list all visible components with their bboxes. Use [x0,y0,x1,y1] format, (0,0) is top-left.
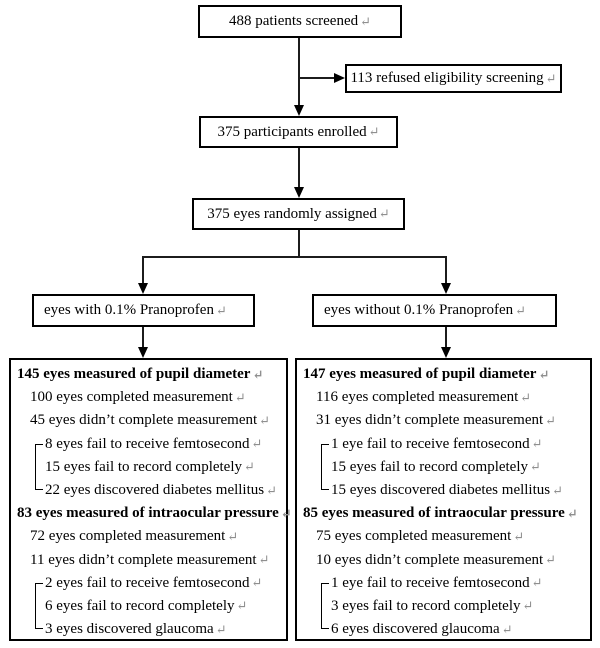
section-line [297,386,590,409]
section-line [297,525,590,548]
section-line [11,386,286,409]
reason-line [297,433,590,456]
return-mark: ↵ [368,124,380,139]
return-mark: ↵ [513,528,525,544]
arrow-split-right-line [445,256,447,284]
return-mark: ↵ [520,389,532,405]
section-line-text: 45 eyes didn’t complete measurement [30,412,258,429]
arrow-enrolled-to-randomized-line [298,148,300,189]
return-mark: ↵ [215,302,227,318]
node-refused-label: 113 refused eligibility screening [350,70,544,86]
reason-line [297,595,590,618]
return-mark: ↵ [259,412,271,428]
node-screened [198,5,402,38]
return-mark: ↵ [538,366,550,382]
reason-text: 15 eyes fail to record completely [45,458,243,475]
arrow-to-refused-head [334,73,345,83]
arrow-screened-to-enrolled-line [298,38,300,107]
reason-line [11,595,286,618]
return-mark: ↵ [251,436,263,452]
return-mark: ↵ [236,598,248,614]
return-mark: ↵ [280,505,292,521]
section-heading [297,363,590,386]
arrow-split-left-line [142,256,144,284]
return-mark: ↵ [227,528,239,544]
section-line-text: 10 eyes didn’t complete measurement [316,551,544,568]
reason-text: 6 eyes fail to record completely [45,597,235,614]
section-line [11,409,286,432]
return-mark: ↵ [545,552,557,568]
section-line-text: 116 eyes completed measurement [316,389,519,406]
section-line-text: 31 eyes didn’t complete measurement [316,412,544,429]
section-line-text: 100 eyes completed measurement [30,389,233,406]
reason-line [297,479,590,502]
bracket-icon [321,444,329,491]
return-mark: ↵ [515,302,527,318]
reason-text: 3 eyes fail to record completely [331,597,521,614]
detail-box-left [9,358,292,641]
arrow-to-refused-line [299,77,336,79]
section-heading-text: 145 eyes measured of pupil diameter [17,366,251,383]
detail-box-right [295,358,592,641]
section-line [297,409,590,432]
return-mark: ↵ [266,482,278,498]
return-mark: ↵ [360,13,372,29]
reason-line [297,618,590,641]
reason-group [11,572,286,642]
bracket-icon [35,444,43,491]
return-mark: ↵ [244,459,255,475]
arrow-split-left-head [138,283,148,294]
reason-group [297,433,590,503]
section-heading-text: 85 eyes measured of intraocular pressure [303,505,565,522]
reason-line [11,618,286,641]
return-mark: ↵ [531,575,543,591]
section-heading [297,502,590,525]
section-line-text: 75 eyes completed measurement [316,528,512,545]
reason-text: 3 eyes discovered glaucoma [45,621,214,638]
return-mark: ↵ [530,459,541,475]
node-enrolled-label: 375 participants enrolled [217,123,367,140]
reason-text: 15 eyes fail to record completely [331,458,529,475]
reason-text: 2 eyes fail to receive femtosecond [45,574,250,591]
reason-text: 15 eyes discovered diabetes mellitus [331,482,551,499]
reason-text: 6 eyes discovered glaucoma [331,621,500,638]
bracket-icon [321,583,329,630]
arrow-screened-to-enrolled-head [294,105,304,116]
return-mark: ↵ [378,206,390,221]
arrow-left-branch-to-detail-head [138,347,148,358]
arrow-left-branch-to-detail-line [142,327,144,348]
return-mark: ↵ [234,389,246,405]
section-line [11,549,286,572]
reason-text: 8 eyes fail to receive femtosecond [45,435,250,452]
arrow-enrolled-to-randomized-head [294,187,304,198]
section-line-text: 11 eyes didn’t complete measurement [30,551,257,568]
node-randomized [192,198,405,230]
return-mark: ↵ [566,505,578,521]
split-horizontal-line [142,256,447,258]
section-heading-text: 147 eyes measured of pupil diameter [303,366,537,383]
branch-left-label-box [32,294,255,327]
return-mark: ↵ [522,598,534,614]
branch-right-label: eyes without 0.1% Pranoprofen [324,302,514,318]
return-mark: ↵ [501,621,513,637]
section-heading [11,502,292,525]
return-mark: ↵ [251,575,263,591]
section-line [297,549,590,572]
return-mark: ↵ [258,552,270,568]
branch-left-label: eyes with 0.1% Pranoprofen [44,302,214,318]
return-mark: ↵ [552,482,564,498]
reason-text: 1 eye fail to receive femtosecond [331,435,530,452]
arrow-split-right-head [441,283,451,294]
bracket-icon [35,583,43,630]
reason-line [11,433,286,456]
reason-line [297,572,590,595]
reason-line [11,572,286,595]
node-refused [345,64,562,93]
reason-text: 1 eye fail to receive femtosecond [331,574,530,591]
node-enrolled [199,116,398,148]
reason-text: 22 eyes discovered diabetes mellitus [45,482,265,499]
node-screened-label: 488 patients screened [228,13,359,29]
reason-line [297,456,590,479]
reason-group [11,433,286,503]
section-line-text: 72 eyes completed measurement [30,528,226,545]
reason-line [11,479,286,502]
branch-right-label-box [312,294,557,327]
return-mark: ↵ [545,412,557,428]
reason-group [297,572,590,642]
section-heading-text: 83 eyes measured of intraocular pressure [17,505,279,522]
split-stub-line [298,230,300,258]
return-mark: ↵ [531,436,543,452]
reason-line [11,456,286,479]
return-mark: ↵ [252,366,264,382]
arrow-right-branch-to-detail-head [441,347,451,358]
arrow-right-branch-to-detail-line [445,327,447,348]
node-randomized-label: 375 eyes randomly assigned [207,205,377,222]
return-mark: ↵ [215,621,227,637]
section-heading [11,363,286,386]
section-line [11,525,286,548]
return-mark: ↵ [545,70,557,86]
